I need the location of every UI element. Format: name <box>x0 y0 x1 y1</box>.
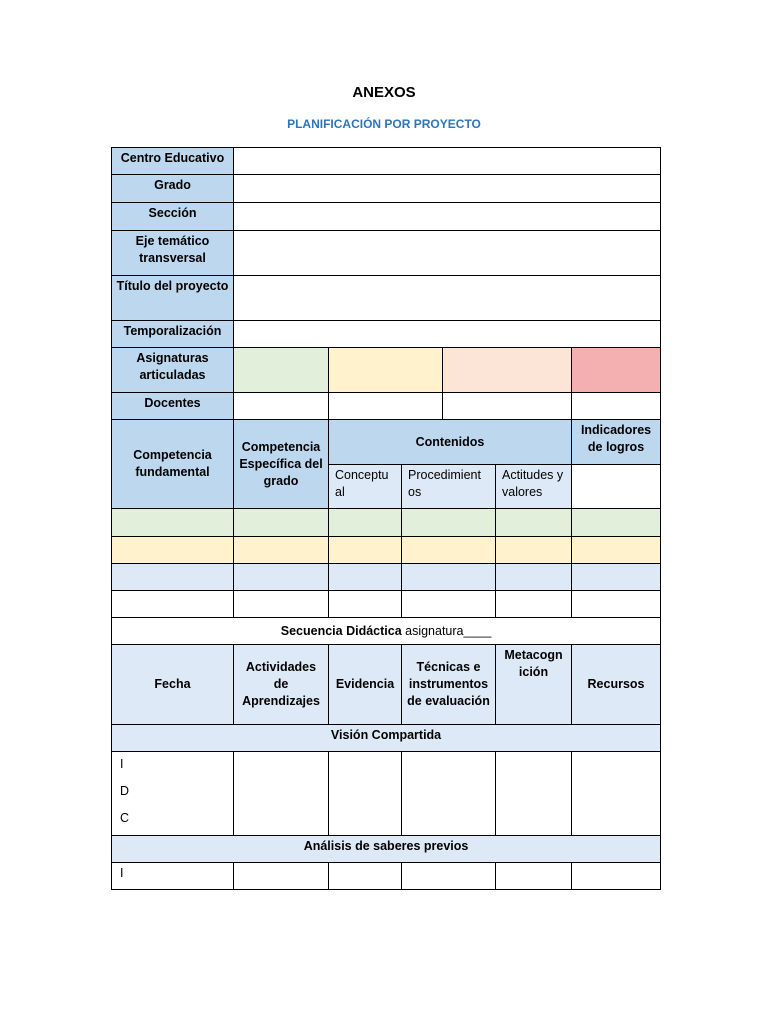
field-grado[interactable] <box>234 175 661 203</box>
row-secuencia-title <box>112 618 661 645</box>
field-centro-educativo[interactable] <box>234 148 661 175</box>
cell[interactable] <box>329 752 402 836</box>
row-temporalizacion <box>112 321 661 348</box>
asignatura-cell-1[interactable] <box>234 348 329 393</box>
row-eje-tematico <box>112 231 661 276</box>
field-eje-tematico[interactable] <box>234 231 661 276</box>
docente-cell-2[interactable] <box>329 393 443 420</box>
cell[interactable] <box>329 863 402 890</box>
cell[interactable] <box>402 509 496 537</box>
cell[interactable] <box>572 863 661 890</box>
docente-cell-1[interactable] <box>234 393 329 420</box>
cell[interactable] <box>402 863 496 890</box>
row-centro-educativo <box>112 148 661 175</box>
cell[interactable] <box>496 537 572 564</box>
row-analisis-body <box>112 863 661 890</box>
row-analisis-title <box>112 836 661 863</box>
cell[interactable] <box>234 537 329 564</box>
header-competencia-fundamental: Competencia fundamental <box>112 420 234 509</box>
secuencia-title <box>112 618 661 645</box>
planning-table <box>111 147 661 890</box>
cell[interactable] <box>572 752 661 836</box>
asignatura-cell-4[interactable] <box>572 348 661 393</box>
cell[interactable] <box>402 752 496 836</box>
row-secuencia-header <box>112 645 661 725</box>
row-docentes <box>112 393 661 420</box>
indicadores-cell[interactable] <box>572 465 661 509</box>
row-titulo-proyecto <box>112 276 661 321</box>
secuencia-title-bold: Secuencia Didáctica <box>280 623 402 638</box>
row-grado <box>112 175 661 203</box>
cell[interactable] <box>234 564 329 591</box>
cell[interactable] <box>234 591 329 618</box>
cell[interactable] <box>329 537 402 564</box>
cell[interactable] <box>572 509 661 537</box>
header-recursos: Recursos <box>572 645 661 725</box>
header-fecha: Fecha <box>112 645 234 725</box>
asignatura-cell-2[interactable] <box>329 348 443 393</box>
cell[interactable] <box>496 863 572 890</box>
cell[interactable] <box>329 509 402 537</box>
field-titulo-proyecto[interactable] <box>234 276 661 321</box>
page-subtitle: PLANIFICACIÓN POR PROYECTO <box>287 117 481 131</box>
cell[interactable] <box>329 564 402 591</box>
table-row <box>112 537 661 564</box>
secuencia-title-rest: asignatura____ <box>401 623 492 638</box>
table-row <box>112 591 661 618</box>
header-evidencia: Evidencia <box>329 645 402 725</box>
analisis-first-cell[interactable]: I <box>112 863 234 890</box>
header-metacognicion: Metacogn ición <box>496 645 572 725</box>
docente-cell-3[interactable] <box>443 393 572 420</box>
cell[interactable] <box>402 591 496 618</box>
cell[interactable] <box>234 509 329 537</box>
cell[interactable] <box>572 591 661 618</box>
row-seccion <box>112 203 661 231</box>
header-tecnicas: Técnicas e instrumentos de evaluación <box>402 645 496 725</box>
cell[interactable] <box>496 752 572 836</box>
idc-letter: I <box>120 757 124 771</box>
header-actividades: Actividades de Aprendizajes <box>234 645 329 725</box>
label-asignaturas: Asignaturas articuladas <box>112 348 234 393</box>
label-temporalizacion: Temporalización <box>112 321 234 348</box>
analisis-title: Análisis de saberes previos <box>112 836 661 863</box>
header-actitudes: Actitudes y valores <box>496 465 572 509</box>
field-seccion[interactable] <box>234 203 661 231</box>
header-procedimental: Procedimient os <box>402 465 496 509</box>
cell[interactable] <box>496 509 572 537</box>
cell[interactable] <box>572 564 661 591</box>
label-titulo-proyecto: Título del proyecto <box>112 276 234 321</box>
cell[interactable] <box>234 863 329 890</box>
label-docentes: Docentes <box>112 393 234 420</box>
label-eje-tematico: Eje temático transversal <box>112 231 234 276</box>
cell[interactable] <box>572 537 661 564</box>
idc-letter: D <box>120 784 130 798</box>
cell[interactable] <box>112 537 234 564</box>
cell[interactable] <box>496 564 572 591</box>
header-indicadores: Indicadores de logros <box>572 420 661 465</box>
header-competencia-especifica: Competencia Específica del grado <box>234 420 329 509</box>
header-conceptual: Conceptu al <box>329 465 402 509</box>
header-contenidos: Contenidos <box>329 420 572 465</box>
label-centro-educativo: Centro Educativo <box>112 148 234 175</box>
asignatura-cell-3[interactable] <box>443 348 572 393</box>
page-title: ANEXOS <box>352 84 416 101</box>
vision-title: Visión Compartida <box>112 725 661 752</box>
cell[interactable] <box>234 752 329 836</box>
docente-cell-4[interactable] <box>572 393 661 420</box>
cell[interactable] <box>112 591 234 618</box>
row-competencias-header <box>112 420 661 465</box>
field-temporalizacion[interactable] <box>234 321 661 348</box>
table-row <box>112 509 661 537</box>
table-row <box>112 564 661 591</box>
row-asignaturas <box>112 348 661 393</box>
cell[interactable] <box>112 564 234 591</box>
cell[interactable] <box>496 591 572 618</box>
row-vision-body <box>112 752 661 836</box>
cell[interactable] <box>329 591 402 618</box>
cell[interactable] <box>402 564 496 591</box>
vision-idc-cell[interactable] <box>112 752 234 836</box>
row-vision-title <box>112 725 661 752</box>
label-grado: Grado <box>112 175 234 203</box>
label-seccion: Sección <box>112 203 234 231</box>
cell[interactable] <box>112 509 234 537</box>
cell[interactable] <box>402 537 496 564</box>
idc-letter: C <box>120 811 130 825</box>
